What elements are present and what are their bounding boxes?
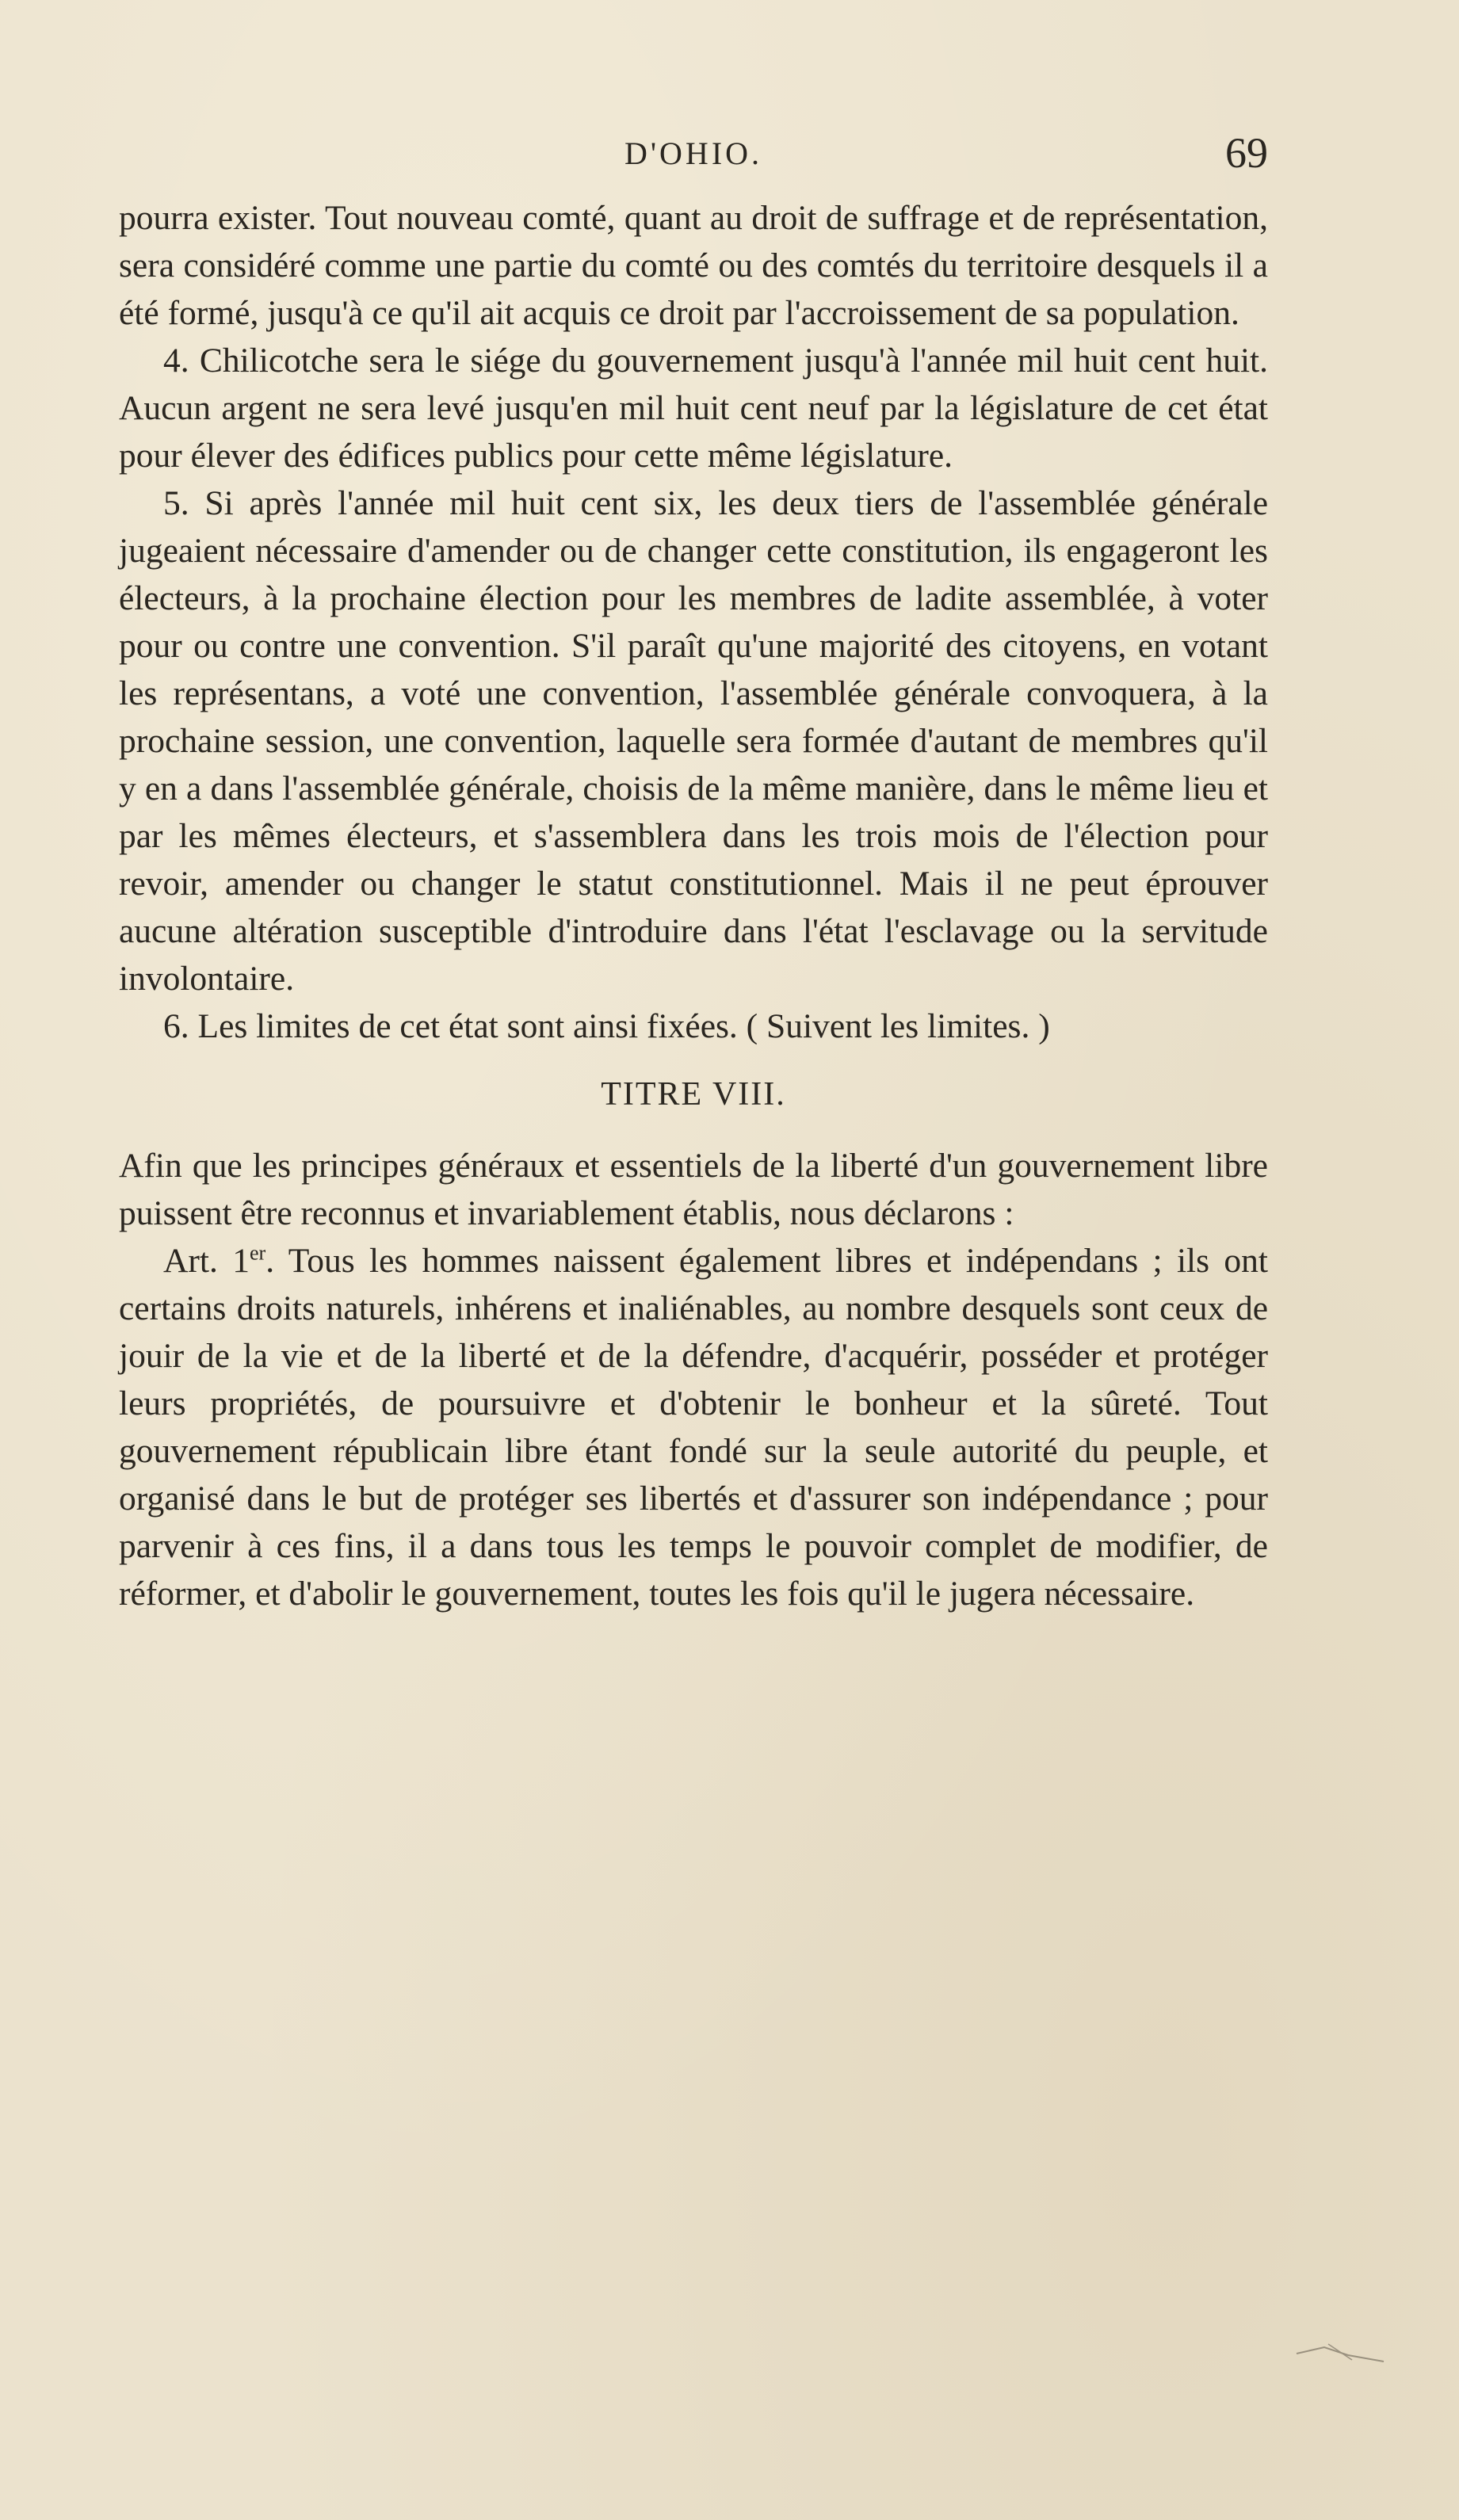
pencil-mark (1293, 2338, 1388, 2369)
page-header (119, 129, 1268, 190)
title-heading: TITRE VIII. (601, 1076, 786, 1113)
paragraph-section-6: 6. Les limites de cet état sont ainsi fixées. ( Suivent les limites. ) (163, 1007, 1050, 1045)
paragraph-continuation: pourra exister. Tout nouveau comté, quant au droit de suffrage et de représentation, sera considéré comme une partie du comté ou des comtés du territoire desquels il a été formé, jusqu'à ce qu'il ait acquis ce droit par l'accroissement de sa population. (119, 199, 1268, 332)
body-text (119, 194, 1268, 1617)
paragraph-section-4: 4. Chilicotche sera le siége du gouvernement jusqu'à l'année mil huit cent huit. Aucun argent ne sera levé jusqu'en mil huit cent neuf par la législature de cet état pour élever des édifices publics pour cette même législature. (119, 342, 1268, 475)
preamble-paragraph: Afin que les principes généraux et essentiels de la liberté d'un gouvernement libre puissent être reconnus et invariablement établis, nous déclarons : (119, 1147, 1268, 1232)
article-label: Art. 1 (163, 1242, 250, 1280)
running-head: D'OHIO. (624, 136, 763, 171)
article-superscript: er (249, 1241, 266, 1265)
paragraph-section-5: 5. Si après l'année mil huit cent six, les deux tiers de l'assemblée générale jugeaient nécessaire d'amender ou de changer cette constitution, ils engageront les électeurs, à la prochaine élection pour les membres de ladite assemblée, à voter pour ou contre une convention. S'il paraît qu'une majorité des citoyens, en votant les représentans, a voté une convention, l'assemblée générale convoquera, à la prochaine session, une convention, laquelle sera formée d'autant de membres qu'il y en a dans l'assemblée générale, choisis de la même manière, dans le même lieu et par les mêmes électeurs, et s'assemblera dans les trois mois de l'élection pour revoir, amender ou changer le statut constitutionnel. Mais il ne peut éprouver aucune altération susceptible d'introduire dans l'état l'esclavage ou la servitude involontaire. (119, 484, 1268, 998)
article-1-paragraph (119, 1237, 1268, 1617)
page-number: 69 (1225, 129, 1268, 177)
article-text: . Tous les hommes naissent également libres et indépendans ; ils ont certains droits naturels, inhérens et inaliénables, au nombre desquels sont ceux de jouir de la vie et de la liberté et de la défendre, d'acquérir, posséder et protéger leurs propriétés, de poursuivre et d'obtenir le bonheur et la sûreté. Tout gouvernement républicain libre étant fondé sur la seule autorité du peuple, et organisé dans le but de protéger ses libertés et d'assurer son indépendance ; pour parvenir à ces fins, il a dans tous les temps le pouvoir complet de modifier, de réformer, et d'abolir le gouvernement, toutes les fois qu'il le jugera nécessaire. (119, 1242, 1268, 1613)
